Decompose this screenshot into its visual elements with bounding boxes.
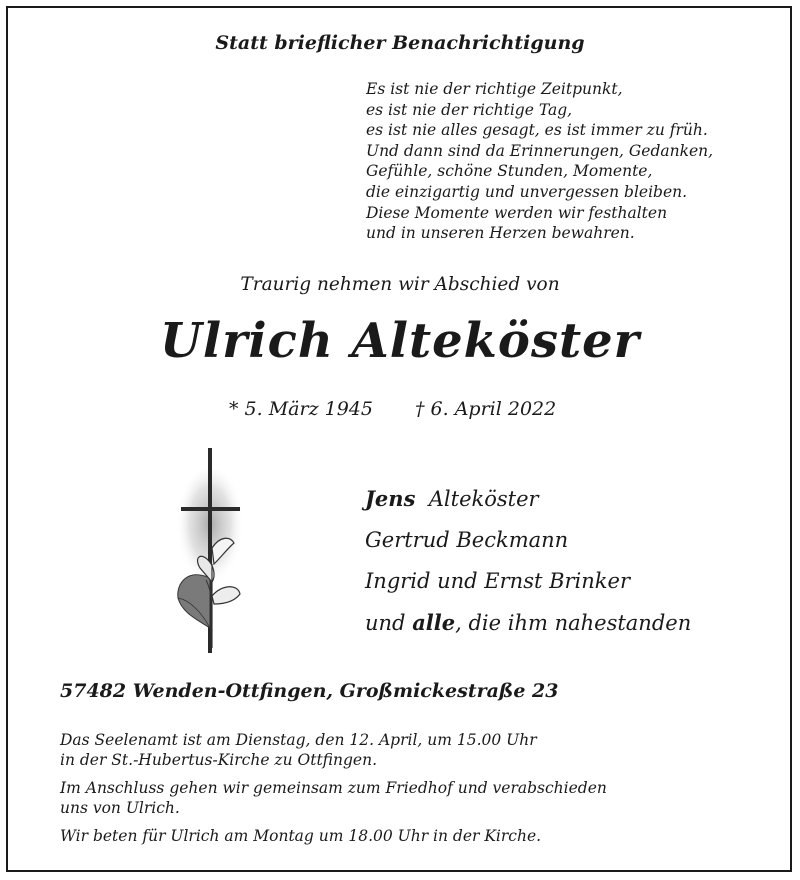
poem-line: die einzigartig und unvergessen bleiben.	[366, 182, 688, 201]
cross-with-calla-lilies-icon	[168, 448, 258, 662]
mourner-last-name: Alteköster	[428, 487, 539, 511]
poem	[366, 79, 713, 244]
requiem-line: in der St.-Hubertus-Kirche zu Ottfingen.	[60, 750, 377, 769]
requiem-line: Das Seelenamt ist am Dienstag, den 12. April, um 15.00 Uhr	[60, 731, 537, 749]
service-details	[60, 731, 607, 856]
burial-line: Im Anschluss gehen wir gemeinsam zum Friedhof und verabschieden	[60, 779, 607, 797]
deceased-name: Ulrich Alteköster	[160, 313, 640, 369]
poem-line: Und dann sind da Erinnerungen, Gedanken,	[366, 141, 714, 160]
birth-date: * 5. März 1945	[229, 398, 373, 420]
poem-line: Diese Momente werden wir festhalten	[366, 203, 668, 222]
mourner-line	[365, 602, 691, 644]
family-address: 57482 Wenden-Ottfingen, Großmickestraße 23	[60, 680, 559, 702]
burial-info	[60, 779, 607, 818]
farewell-intro: Traurig nehmen wir Abschied von	[240, 274, 560, 295]
poem-line: Gefühle, schöne Stunden, Momente,	[366, 162, 653, 181]
poem-line: und in unseren Herzen bewahren.	[366, 224, 635, 243]
poem-line: es ist nie der richtige Tag,	[366, 100, 573, 119]
requiem-info	[60, 731, 607, 770]
prayer-info: Wir beten für Ulrich am Montag um 18.00 Uhr in der Kirche.	[60, 827, 542, 845]
life-dates	[229, 398, 556, 420]
notice-header: Statt brieflicher Benachrichtigung	[215, 32, 585, 54]
mourner-text: und	[365, 611, 406, 635]
mourner-line	[365, 478, 691, 520]
burial-line: uns von Ulrich.	[60, 798, 180, 817]
mourner-line: Ingrid und Ernst Brinker	[365, 569, 630, 593]
mourner-first-name: Jens	[365, 486, 416, 511]
mourners-list	[365, 478, 691, 644]
poem-line: es ist nie alles gesagt, es ist immer zu früh.	[366, 121, 708, 140]
poem-line: Es ist nie der richtige Zeitpunkt,	[366, 80, 623, 98]
mourner-line: Gertrud Beckmann	[365, 528, 569, 552]
mourner-text: , die ihm nahestanden	[455, 611, 692, 635]
mourner-emphasis: alle	[412, 610, 456, 635]
death-date: † 6. April 2022	[414, 398, 557, 420]
